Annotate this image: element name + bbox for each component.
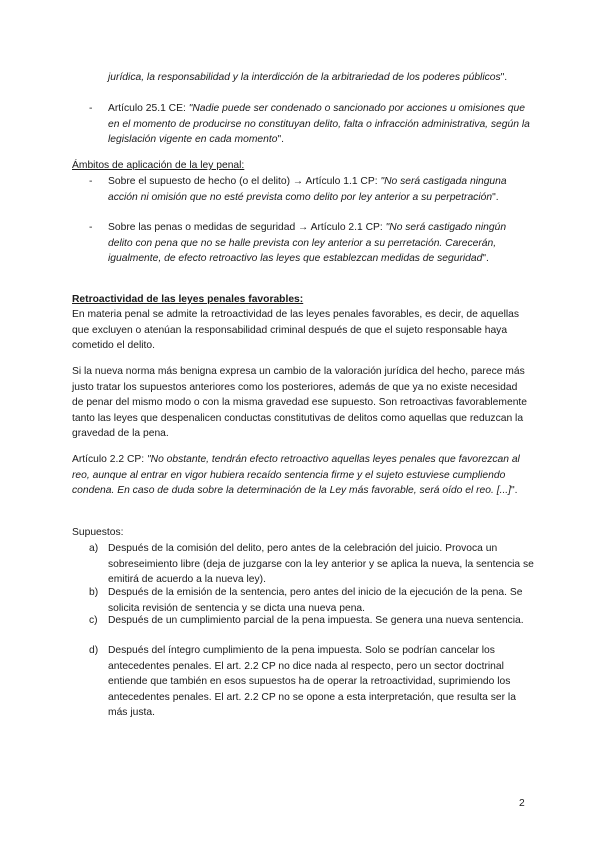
ambitos-item-1-close: ". bbox=[492, 191, 499, 203]
art-25-close: ". bbox=[277, 134, 284, 145]
retroactividad-heading: Retroactividad de las leyes penales favorables: bbox=[72, 294, 304, 305]
art-25-quote: "Nadie puede ser condenado o sancionado por acciones u omisiones que en el momento de producirse no constituyan delito, falta o infracción administrativa, según la legislación vigente en cada momento bbox=[108, 103, 530, 145]
art-22-quote: "No obstante, tendrán efecto retroactivo aquellas leyes penales que favorezcan al reo, aunque al entrar en vigor hubiera recaído sentencia firme y el sujeto estuviese cumpliendo condena. En caso de duda sobre la determinación de la Ley más favorable, será oído el reo. [...] bbox=[72, 454, 520, 496]
quote-continuation-text: jurídica, la responsabilidad y la interdicción de la arbitrariedad de los poderes públicos bbox=[108, 72, 501, 83]
supuestos-heading: Supuestos: bbox=[72, 527, 124, 538]
list-label: d) bbox=[89, 645, 99, 656]
supuesto-a: Después de la comisión del delito, pero antes de la celebración del juicio. Provoca un sobreseimiento libre (deja de juzgarse con la ley anterior y se aplica la nueva, la sentencia se emitirá de acuerdo a la nueva ley). bbox=[108, 543, 534, 585]
art-25-ref: Artículo 25.1 CE: bbox=[108, 103, 189, 114]
ambitos-item-2-quote: "No será castigado ningún delito con pena que no se halle prevista con ley anterior a su perretación. Carecerán, igualmente, de efecto retroactivo las leyes que establezcan medidas de seguridad bbox=[108, 222, 507, 264]
list-label: b) bbox=[89, 587, 99, 598]
retro-paragraph-2: Si la nueva norma más benigna expresa un cambio de la valoración jurídica del hecho, parece más justo tratar los supuestos anteriores como los posteriores, además de que ya no existe necesidad de penar del mismo modo o con la misma gravedad ese supuesto. Son retroactivas favorablemente tanto las leyes que despenalicen conductas constitutivas de delitos como aquellas que reduzcan la gravedad de la pena. bbox=[72, 366, 528, 439]
ambitos-item-1-lead: Sobre el supuesto de hecho (o el delito) → Artículo 1.1 CP: bbox=[108, 176, 381, 187]
ambitos-item-1-quote: "No será castigada ninguna acción ni omisión que no esté prevista como delito por ley anterior a su perpetración bbox=[108, 176, 507, 203]
ambitos-heading: Ámbitos de aplicación de la ley penal: bbox=[72, 160, 245, 171]
ambitos-item-2-lead: Sobre las penas o medidas de seguridad → Artículo 2.1 CP: bbox=[108, 222, 386, 233]
art-22-paragraph bbox=[72, 452, 524, 499]
bullet-dash: - bbox=[89, 176, 93, 187]
supuesto-b: Después de la emisión de la sentencia, pero antes del inicio de la ejecución de la pena. Se solicita revisión de sentencia y se dicta una nueva pena. bbox=[108, 587, 523, 614]
supuesto-d: Después del íntegro cumplimiento de la pena impuesta. Solo se podrían cancelar los antecedentes penales. El art. 2.2 CP no dice nada al respecto, pero un sector doctrinal entiende que también en esos supuestos ha de operar la retroactividad, suprimiendo los antecedentes penales. El art. 2.2 CP no se opone a esta interpretación, que resulta ser la más justa. bbox=[108, 645, 516, 718]
retro-paragraph-1: En materia penal se admite la retroactividad de las leyes penales favorables, es decir, de aquellas que excluyen o atenúan la responsabilidad criminal después de que el sujeto responsable haya cometido el delito. bbox=[72, 309, 520, 351]
list-label: a) bbox=[89, 543, 99, 554]
list-label: c) bbox=[89, 615, 98, 626]
supuesto-c: Después de un cumplimiento parcial de la pena impuesta. Se genera una nueva sentencia. bbox=[108, 615, 524, 626]
art-22-ref: Artículo 2.2 CP: bbox=[72, 454, 147, 465]
art-25-item bbox=[108, 101, 533, 148]
bullet-dash: - bbox=[89, 103, 93, 114]
ambitos-item-2 bbox=[108, 220, 533, 267]
bullet-dash: - bbox=[89, 222, 93, 233]
art-22-close: ". bbox=[511, 485, 518, 496]
page-number: 2 bbox=[519, 798, 525, 809]
ambitos-item-1 bbox=[108, 174, 528, 205]
ambitos-item-2-close: ". bbox=[482, 253, 489, 264]
quote-continuation bbox=[108, 70, 523, 86]
quote-continuation-close: ". bbox=[500, 72, 508, 83]
